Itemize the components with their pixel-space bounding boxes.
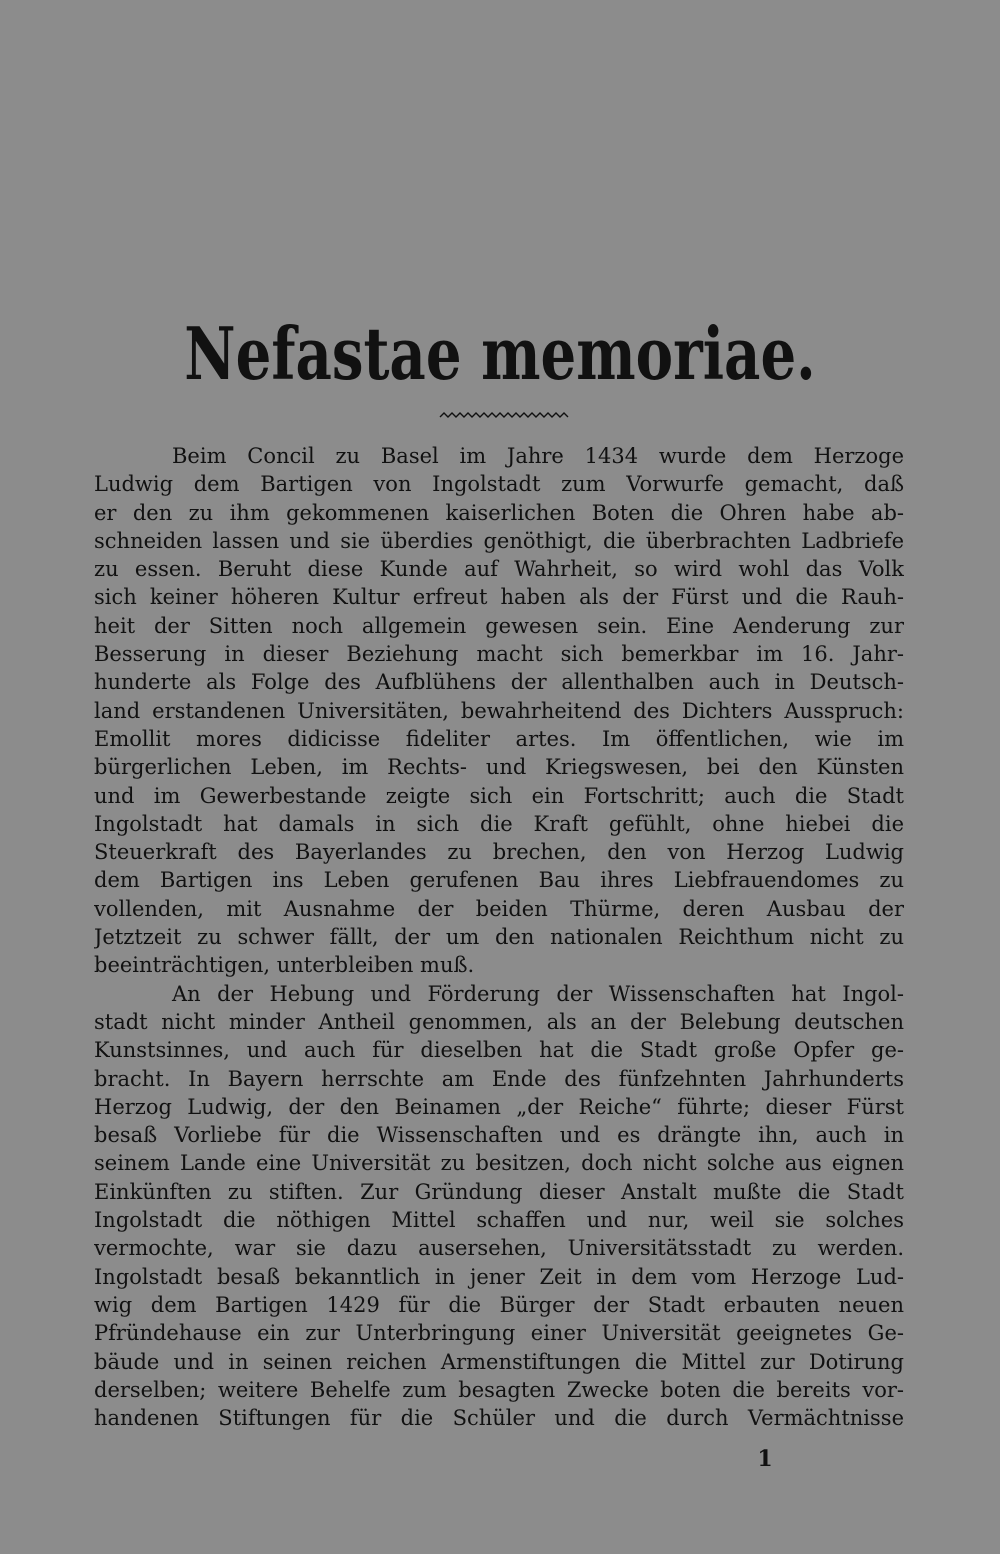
text-line: handenen Stiftungen für die Schüler und die durch Vermächtnisse xyxy=(94,1406,904,1431)
page-title: Nefastae memoriae. xyxy=(184,311,816,396)
text-line: wig dem Bartigen 1429 für die Bürger der Stadt erbauten neuen xyxy=(94,1292,904,1317)
text-line: bäude und in seinen reichen Armenstiftungen die Mittel zur Dotirung xyxy=(94,1349,904,1374)
text-line: vermochte, war sie dazu ausersehen, Universitätsstadt zu werden. xyxy=(94,1236,904,1261)
paragraph xyxy=(94,980,904,1433)
text-line: dem Bartigen ins Leben gerufenen Bau ihres Liebfrauendomes zu xyxy=(94,868,904,893)
text-line: vollenden, mit Ausnahme der beiden Thürme, deren Ausbau der xyxy=(94,896,904,921)
text-line: Besserung in dieser Beziehung macht sich bemerkbar im 16. Jahr- xyxy=(94,642,904,667)
text-line: bracht. In Bayern herrschte am Ende des fünfzehnten Jahrhunderts xyxy=(94,1066,904,1091)
text-line: seinem Lande eine Universität zu besitzen, doch nicht solche aus eignen xyxy=(94,1151,904,1176)
text-line: heit der Sitten noch allgemein gewesen sein. Eine Aenderung zur xyxy=(94,613,904,638)
ornament-divider xyxy=(438,410,572,424)
text-line: Steuerkraft des Bayerlandes zu brechen, den von Herzog Ludwig xyxy=(94,840,904,865)
text-line: Herzog Ludwig, der den Beinamen „der Reiche“ führte; dieser Fürst xyxy=(94,1094,904,1119)
text-line: derselben; weitere Behelfe zum besagten Zwecke boten die bereits vor- xyxy=(94,1377,904,1402)
paragraph xyxy=(94,442,904,980)
text-line: Ingolstadt besaß bekanntlich in jener Zeit in dem vom Herzoge Lud- xyxy=(94,1264,904,1289)
text-line: Jetztzeit zu schwer fällt, der um den nationalen Reichthum nicht zu xyxy=(94,925,904,950)
text-line: beeinträchtigen, unterbleiben muß. xyxy=(94,953,475,978)
text-line: Emollit mores didicisse fideliter artes. Im öffentlichen, wie im xyxy=(94,726,904,751)
text-line: bürgerlichen Leben, im Rechts- und Kriegswesen, bei den Künsten xyxy=(94,755,904,780)
text-line: Kunstsinnes, und auch für dieselben hat die Stadt große Opfer ge- xyxy=(94,1038,904,1063)
text-line: Einkünften zu stiften. Zur Gründung dieser Anstalt mußte die Stadt xyxy=(94,1179,904,1204)
text-line: Ingolstadt hat damals in sich die Kraft gefühlt, ohne hiebei die xyxy=(94,811,904,836)
text-line: besaß Vorliebe für die Wissenschaften und es drängte ihn, auch in xyxy=(94,1123,904,1148)
text-line: An der Hebung und Förderung der Wissenschaften hat Ingol- xyxy=(172,981,904,1006)
text-line: Pfründehause ein zur Unterbringung einer Universität geeignetes Ge- xyxy=(94,1321,904,1346)
text-line: schneiden lassen und sie überdies genöthigt, die überbrachten Ladbriefe xyxy=(94,528,904,553)
page-number: 1 xyxy=(757,1446,773,1472)
text-line: Beim Concil zu Basel im Jahre 1434 wurde dem Herzoge xyxy=(172,444,904,468)
text-line: und im Gewerbestande zeigte sich ein Fortschritt; auch die Stadt xyxy=(94,783,904,808)
text-line: Ludwig dem Bartigen von Ingolstadt zum Vorwurfe gemacht, daß xyxy=(94,472,904,497)
text-line: Ingolstadt die nöthigen Mittel schaffen und nur, weil sie solches xyxy=(94,1208,904,1233)
body-text xyxy=(94,442,904,1432)
text-line: stadt nicht minder Antheil genommen, als an der Belebung deutschen xyxy=(94,1009,904,1034)
text-line: zu essen. Beruht diese Kunde auf Wahrheit, so wird wohl das Volk xyxy=(94,557,904,582)
text-line: hunderte als Folge des Aufblühens der allenthalben auch in Deutsch- xyxy=(94,670,904,695)
text-line: sich keiner höheren Kultur erfreut haben als der Fürst und die Rauh- xyxy=(94,585,904,610)
text-line: land erstandenen Universitäten, bewahrheitend des Dichters Ausspruch: xyxy=(94,698,904,723)
text-line: er den zu ihm gekommenen kaiserlichen Boten die Ohren habe ab- xyxy=(94,500,904,525)
